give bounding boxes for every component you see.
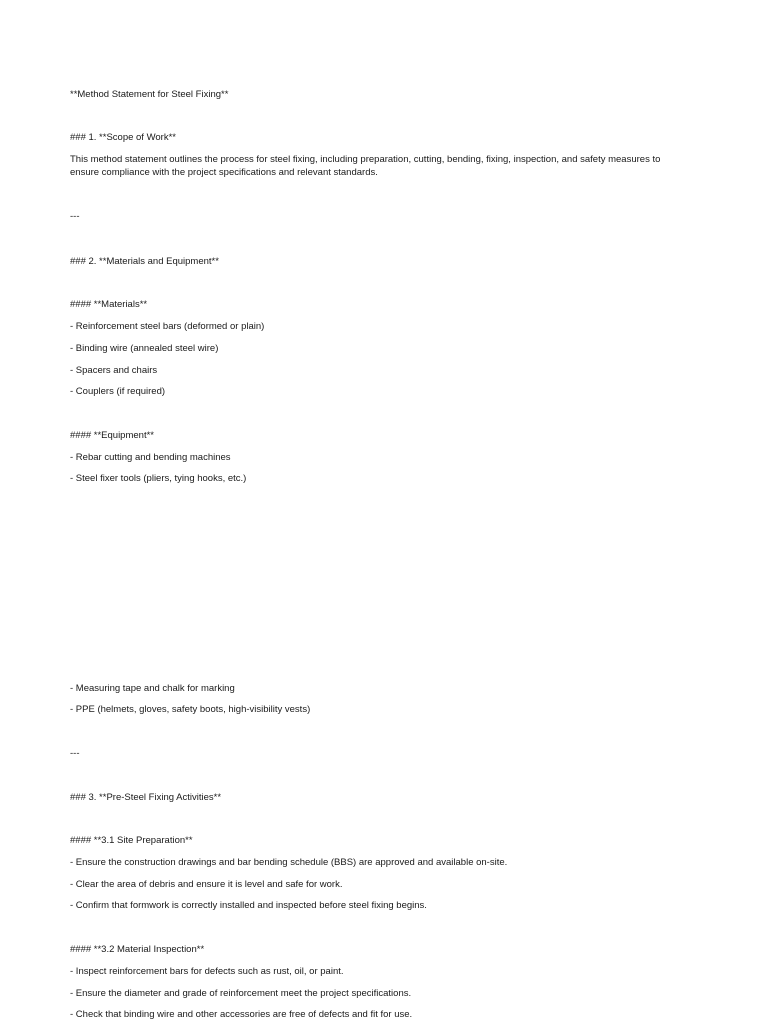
list-item: - Rebar cutting and bending machines (70, 452, 231, 463)
equipment-heading: #### **Equipment** (70, 430, 154, 441)
site-preparation-heading: #### **3.1 Site Preparation** (70, 835, 193, 846)
list-item: - Spacers and chairs (70, 365, 158, 376)
list-item: - Clear the area of debris and ensure it is level and safe for work. (70, 879, 343, 890)
section-3-heading: ### 3. **Pre-Steel Fixing Activities** (70, 792, 222, 803)
list-item: - Steel fixer tools (pliers, tying hooks, etc.) (70, 473, 247, 484)
separator: --- (70, 211, 80, 222)
list-item: - Check that binding wire and other accessories are free of defects and fit for use. (70, 1009, 413, 1020)
list-item: - Inspect reinforcement bars for defects such as rust, oil, or paint. (70, 966, 344, 977)
list-item: - Measuring tape and chalk for marking (70, 683, 235, 694)
list-item: - Confirm that formwork is correctly installed and inspected before steel fixing begins. (70, 900, 427, 911)
list-item: - PPE (helmets, gloves, safety boots, high-visibility vests) (70, 704, 311, 715)
section-1-body-line-2: ensure compliance with the project specifications and relevant standards. (70, 167, 378, 178)
list-item: - Binding wire (annealed steel wire) (70, 343, 219, 354)
list-item: - Ensure the construction drawings and bar bending schedule (BBS) are approved and available on-site. (70, 857, 508, 868)
section-1-heading: ### 1. **Scope of Work** (70, 132, 176, 143)
section-2-heading: ### 2. **Materials and Equipment** (70, 256, 219, 267)
list-item: - Couplers (if required) (70, 386, 166, 397)
material-inspection-heading: #### **3.2 Material Inspection** (70, 944, 205, 955)
section-1-body-line-1: This method statement outlines the process for steel fixing, including preparation, cutting, bending, fixing, inspection, and safety measures to (70, 154, 661, 165)
list-item: - Reinforcement steel bars (deformed or plain) (70, 321, 265, 332)
document-title: **Method Statement for Steel Fixing** (70, 89, 229, 100)
list-item: - Ensure the diameter and grade of reinforcement meet the project specifications. (70, 988, 412, 999)
materials-heading: #### **Materials** (70, 299, 148, 310)
separator: --- (70, 748, 80, 759)
